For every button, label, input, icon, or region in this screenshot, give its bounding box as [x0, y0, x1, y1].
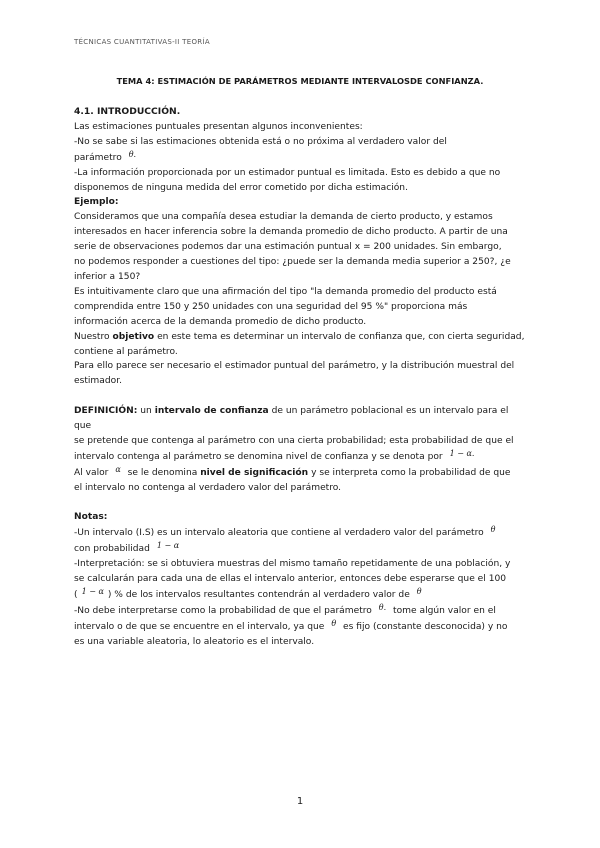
- text: Nuestro: [74, 331, 110, 342]
- one-minus-alpha-symbol: 1 − α.: [446, 449, 479, 459]
- text: se le denomina: [127, 467, 198, 478]
- paragraph: [74, 525, 526, 541]
- paragraph: [74, 619, 526, 635]
- paragraph: [74, 465, 526, 481]
- paragraph: Para ello parece ser necesario el estimador puntual del parámetro, y la distribución muestral del: [74, 361, 515, 372]
- definition-paragraph: [74, 404, 526, 434]
- theta-symbol: θ.: [375, 603, 390, 613]
- paragraph: -No se sabe si las estimaciones obtenida está o no próxima al verdadero valor del: [74, 136, 447, 147]
- paragraph: contiene al parámetro.: [74, 346, 178, 357]
- theta-symbol: θ.: [125, 150, 140, 160]
- text: (: [74, 589, 78, 600]
- definition-term: intervalo de confianza: [154, 406, 269, 417]
- text: parámetro: [74, 152, 122, 163]
- example-label: Ejemplo:: [74, 197, 119, 208]
- paragraph: inferior a 150?: [74, 271, 141, 282]
- text: intervalo o de que se encuentre en el intervalo, ya que: [74, 621, 325, 632]
- paragraph: es una variable aleatoria, lo aleatorio es el intervalo.: [74, 636, 315, 647]
- page-number: 1: [296, 796, 304, 807]
- text: con probabilidad: [74, 544, 150, 555]
- paragraph: [74, 587, 526, 603]
- one-minus-alpha-symbol: 1 − α: [78, 587, 108, 597]
- paragraph: Las estimaciones puntuales presentan algunos inconvenientes:: [74, 121, 363, 132]
- paragraph: estimador.: [74, 376, 122, 387]
- theta-symbol: θ: [487, 525, 500, 535]
- document-body: [74, 105, 526, 650]
- text: ) % de los intervalos resultantes contendrán al verdadero valor de: [107, 589, 410, 600]
- paragraph: información acerca de la demanda promedio de dicho producto.: [74, 316, 367, 327]
- paragraph: comprendida entre 150 y 250 unidades con una seguridad del 95 %" proporciona más: [74, 301, 468, 312]
- page-title: TEMA 4: ESTIMACIÓN DE PARÁMETROS MEDIANTE INTERVALOSDE CONFIANZA.: [116, 76, 484, 86]
- paragraph: disponemos de ninguna medida del error cometido por dicha estimación.: [74, 182, 408, 193]
- text: un: [140, 406, 152, 417]
- theta-symbol: θ: [413, 587, 426, 597]
- paragraph: Consideramos que una compañía desea estudiar la demanda de cierto producto, y estamos: [74, 212, 493, 223]
- section-heading: 4.1. INTRODUCCIÓN.: [74, 106, 181, 117]
- theta-symbol: θ: [327, 619, 340, 629]
- text: -No debe interpretarse como la probabilidad de que el parámetro: [74, 605, 372, 616]
- text: Al valor: [74, 467, 109, 478]
- paragraph: Es intuitivamente claro que una afirmación del tipo "la demanda promedio del producto está: [74, 286, 497, 297]
- emphasis: objetivo: [112, 331, 155, 342]
- text: es fijo (constante desconocida) y no: [343, 621, 508, 632]
- alpha-symbol: α: [111, 465, 124, 475]
- significance-term: nivel de significación: [200, 467, 309, 478]
- notes-label: Notas:: [74, 512, 108, 523]
- text: tome algún valor en el: [393, 605, 496, 616]
- paragraph: [74, 603, 526, 619]
- definition-label: DEFINICIÓN:: [74, 406, 138, 417]
- paragraph: [74, 330, 526, 345]
- paragraph: se calcularán para cada una de ellas el intervalo anterior, entonces debe esperarse que el 100: [74, 574, 507, 585]
- paragraph: -Interpretación: se si obtuviera muestras del mismo tamaño repetidamente de una población, y: [74, 559, 511, 570]
- paragraph: se pretende que contenga al parámetro con una cierta probabilidad; esta probabilidad de que el: [74, 435, 514, 446]
- paragraph: [74, 449, 526, 465]
- paragraph: interesados en hacer inferencia sobre la demanda promedio de dicho producto. A partir de una: [74, 227, 508, 238]
- text: y se interpreta como la probabilidad de que: [311, 467, 511, 478]
- paragraph: serie de observaciones podemos dar una estimación puntual x = 200 unidades. Sin embargo,: [74, 242, 502, 253]
- paragraph: el intervalo no contenga al verdadero valor del parámetro.: [74, 482, 342, 493]
- paragraph: [74, 541, 526, 557]
- paragraph: [74, 150, 526, 166]
- one-minus-alpha-symbol: 1 − α: [153, 541, 183, 551]
- running-header: TÉCNICAS CUANTITATIVAS-II TEORÍA: [74, 38, 210, 46]
- text: -Un intervalo (I.S) es un intervalo aleatoria que contiene al verdadero valor del parámetro: [74, 528, 484, 539]
- paragraph: no podemos responder a cuestiones del tipo: ¿puede ser la demanda media superior a 250?, ¿e: [74, 257, 511, 268]
- text: intervalo contenga al parámetro se denomina nivel de confianza y se denota por: [74, 451, 443, 462]
- text: de un parámetro poblacional es un intervalo para el que: [74, 406, 509, 432]
- paragraph: -La información proporcionada por un estimador puntual es limitada. Esto es debido a que no: [74, 167, 501, 178]
- text: en este tema es determinar un intervalo de confianza que, con cierta seguridad,: [157, 331, 525, 342]
